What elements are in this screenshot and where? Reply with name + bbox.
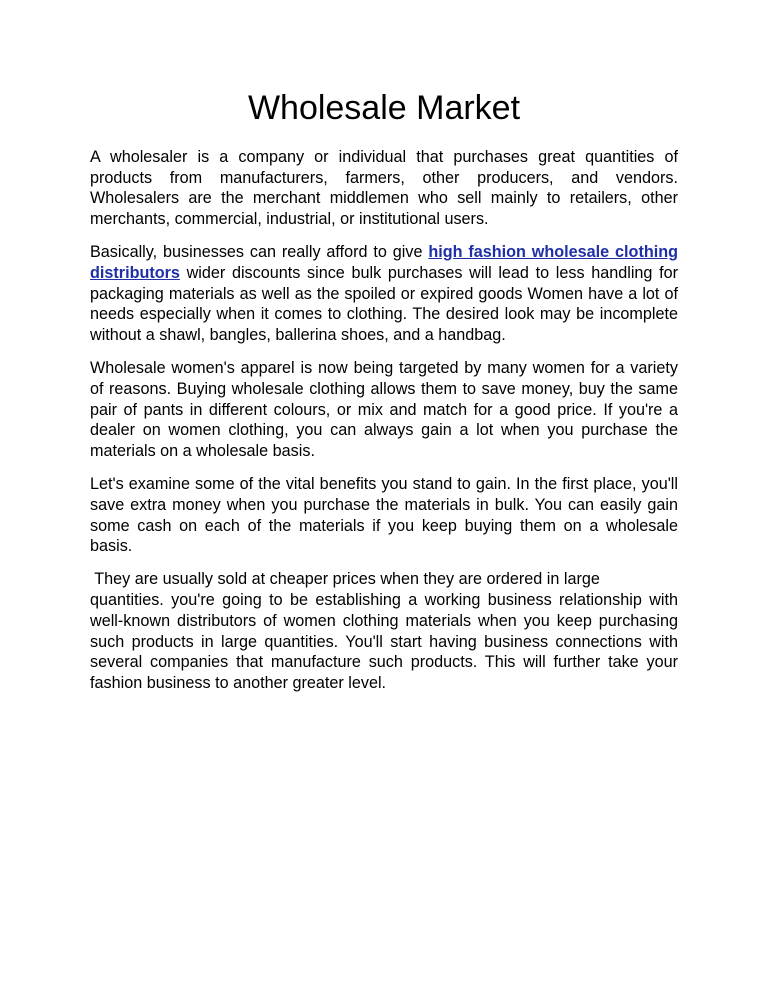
clothing-distributors-link[interactable]: high fashion wholesale clothing distributors [90, 242, 678, 282]
paragraph-5-rest: quantities. you're going to be establishing a working business relationship with well-known distributors of women clothing materials when you keep purchasing such products in large quantities. You'll start having business connections with several companies that manufacture such products. This will further take your fashion business to another greater level. [90, 590, 678, 693]
paragraph-5-first-line: They are usually sold at cheaper prices when they are ordered in large [90, 570, 600, 589]
document-page [90, 88, 678, 706]
paragraph-4: Let's examine some of the vital benefits you stand to gain. In the first place, you'll save extra money when you purchase the materials in bulk. You can easily gain some cash on each of the materials if you keep buying them on a wholesale basis. [90, 474, 678, 556]
paragraph-5 [90, 569, 678, 694]
paragraph-2 [90, 242, 678, 346]
paragraph-1: A wholesaler is a company or individual that purchases great quantities of products from manufacturers, farmers, other producers, and vendors. Wholesalers are the merchant middlemen who sell mainly to retailers, other merchants, commercial, industrial, or institutional users. [90, 147, 678, 229]
paragraph-2-text-before: Basically, businesses can really afford to give [90, 242, 429, 261]
document-title: Wholesale Market [247, 89, 521, 127]
paragraph-2-text-after: wider discounts since bulk purchases will lead to less handling for packaging materials as well as the spoiled or expired goods Women have a lot of needs especially when it comes to clothing. The desired look may be incomplete without a shawl, bangles, ballerina shoes, and a handbag. [90, 263, 678, 345]
paragraph-3: Wholesale women's apparel is now being targeted by many women for a variety of reasons. Buying wholesale clothing allows them to save money, buy the same pair of pants in different colours, or mix and match for a good price. If you're a dealer on women clothing, you can always gain a lot when you purchase the materials on a wholesale basis. [90, 358, 678, 461]
